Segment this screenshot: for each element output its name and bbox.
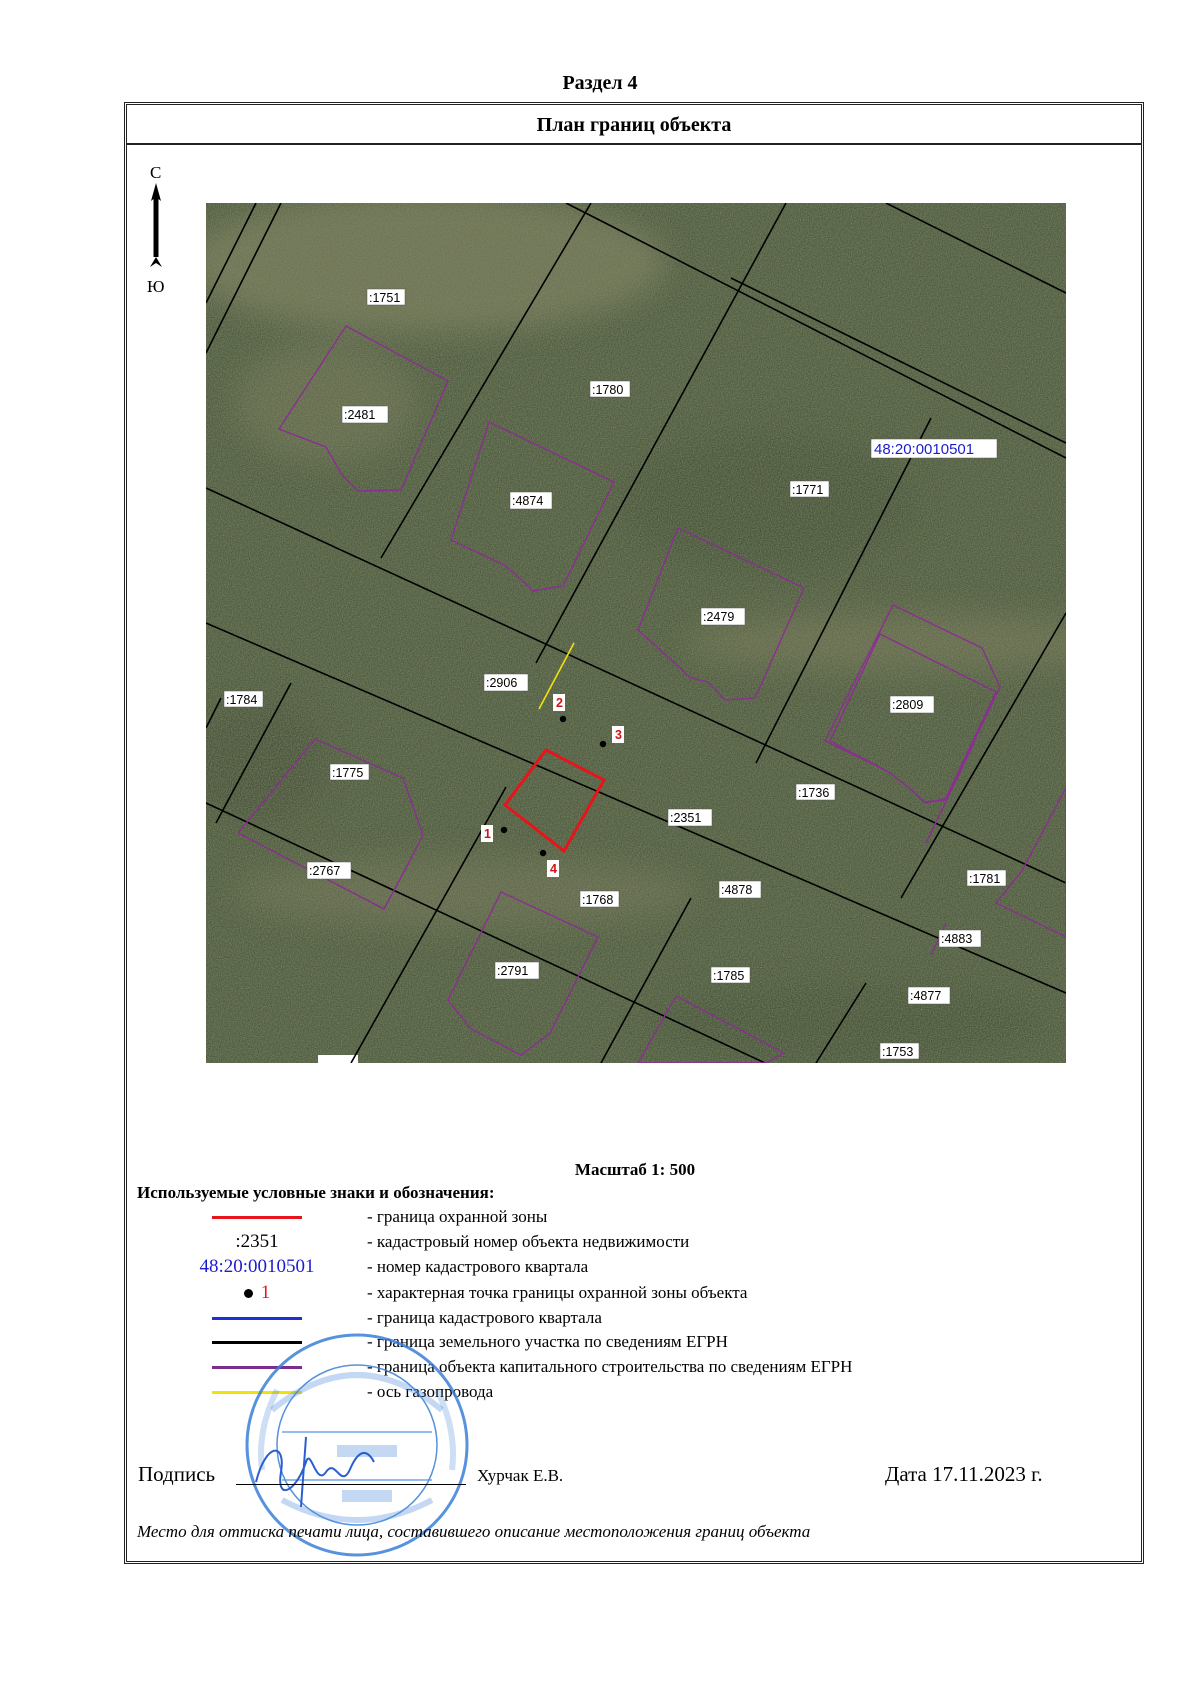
compass-south-label: Ю	[147, 277, 165, 296]
boundary-point-2	[560, 716, 566, 722]
cadastral-map	[206, 203, 1066, 1063]
svg-text::2791: :2791	[497, 964, 529, 978]
svg-text::2351: :2351	[670, 811, 702, 825]
parcel-label	[908, 987, 950, 1004]
parcel-label	[668, 809, 712, 826]
legend-text: - граница кадастрового квартала	[367, 1308, 602, 1327]
parcel-label	[307, 862, 351, 879]
quarter-label	[871, 439, 997, 458]
svg-text::1768: :1768	[582, 893, 614, 907]
parcel-label	[880, 1043, 919, 1059]
legend-text: - граница земельного участка по сведениям ЕГРН	[367, 1332, 728, 1351]
legend-item	[137, 1255, 1137, 1279]
point-label: 4	[550, 862, 557, 876]
svg-text::2479: :2479	[703, 610, 735, 624]
legend-text: - ось газопровода	[367, 1382, 494, 1401]
parcel-label	[484, 674, 528, 691]
svg-text::1753: :1753	[882, 1045, 914, 1059]
signature-line	[236, 1484, 466, 1485]
legend-item	[137, 1281, 1137, 1305]
svg-text::1785: :1785	[713, 969, 745, 983]
point-dot-icon	[244, 1289, 253, 1298]
parcel-label	[330, 764, 369, 780]
svg-text::2481: :2481	[344, 408, 376, 422]
svg-text::1736: :1736	[798, 786, 830, 800]
cadastral-number-symbol: :2351	[235, 1231, 279, 1252]
parcel-label	[580, 891, 619, 907]
legend-text: - номер кадастрового квартала	[367, 1257, 589, 1276]
svg-text::1784: :1784	[226, 693, 258, 707]
svg-text::4878: :4878	[721, 883, 753, 897]
parcel-label	[939, 930, 981, 947]
signer-name: Хурчак Е.В.	[477, 1466, 564, 1485]
parcel-label	[890, 696, 934, 713]
parcel-label	[701, 608, 745, 625]
legend-text: - кадастровый номер объекта недвижимости	[367, 1232, 690, 1251]
signature-label: Подпись	[138, 1462, 216, 1486]
quarter-boundary-line-symbol	[212, 1317, 302, 1320]
parcel-label	[590, 381, 630, 397]
svg-text::1751: :1751	[369, 291, 401, 305]
page-title: План границ объекта	[127, 105, 1141, 145]
svg-text::1780: :1780	[592, 383, 624, 397]
boundary-point-3	[600, 741, 606, 747]
parcel-label	[224, 691, 263, 707]
parcel-label	[510, 492, 552, 509]
document-date: Дата 17.11.2023 г.	[885, 1462, 1043, 1486]
legend-item	[137, 1230, 1137, 1254]
parcel-label	[796, 784, 835, 800]
svg-text::1775: :1775	[332, 766, 364, 780]
parcel-label	[719, 881, 761, 898]
svg-text::2809: :2809	[892, 698, 924, 712]
section-title: Раздел 4	[562, 72, 638, 94]
svg-text::4874: :4874	[512, 494, 544, 508]
protection-zone-line-symbol	[212, 1216, 302, 1219]
legend-item	[137, 1306, 1137, 1330]
point-number-symbol: 1	[260, 1282, 271, 1303]
svg-text:48:20:0010501: 48:20:0010501	[874, 441, 975, 458]
svg-text::1771: :1771	[792, 483, 824, 497]
point-label: 1	[484, 827, 491, 841]
map-scale: Масштаб 1: 500	[574, 1160, 696, 1179]
handwritten-signature	[246, 1432, 396, 1512]
parcel-label	[495, 962, 539, 979]
svg-text::4877: :4877	[910, 989, 942, 1003]
legend-text: - граница объекта капитального строительства по сведениям ЕГРН	[367, 1357, 853, 1376]
point-label: 3	[615, 728, 622, 742]
boundary-point-1	[501, 827, 507, 833]
compass-north-label: С	[150, 163, 162, 182]
legend-text: - характерная точка границы охранной зоны объекта	[367, 1283, 748, 1302]
parcel-label	[342, 406, 388, 423]
boundary-point-4	[540, 850, 546, 856]
svg-text::1781: :1781	[969, 872, 1001, 886]
svg-text::2767: :2767	[309, 864, 341, 878]
svg-text::4883: :4883	[941, 932, 973, 946]
legend-text: - граница охранной зоны	[367, 1207, 548, 1226]
point-label: 2	[556, 696, 563, 710]
parcel-label	[790, 481, 829, 497]
parcel-label	[367, 289, 405, 305]
stamp-place-note: Место для оттиска печати лица, составившего описание местоположения границ объекта	[137, 1522, 811, 1541]
legend-item	[137, 1205, 1137, 1229]
parcel-label	[967, 870, 1006, 886]
svg-text::2906: :2906	[486, 676, 518, 690]
quarter-number-symbol: 48:20:0010501	[199, 1256, 315, 1277]
parcel-label	[711, 967, 750, 983]
legend-title: Используемые условные знаки и обозначения:	[137, 1183, 495, 1202]
